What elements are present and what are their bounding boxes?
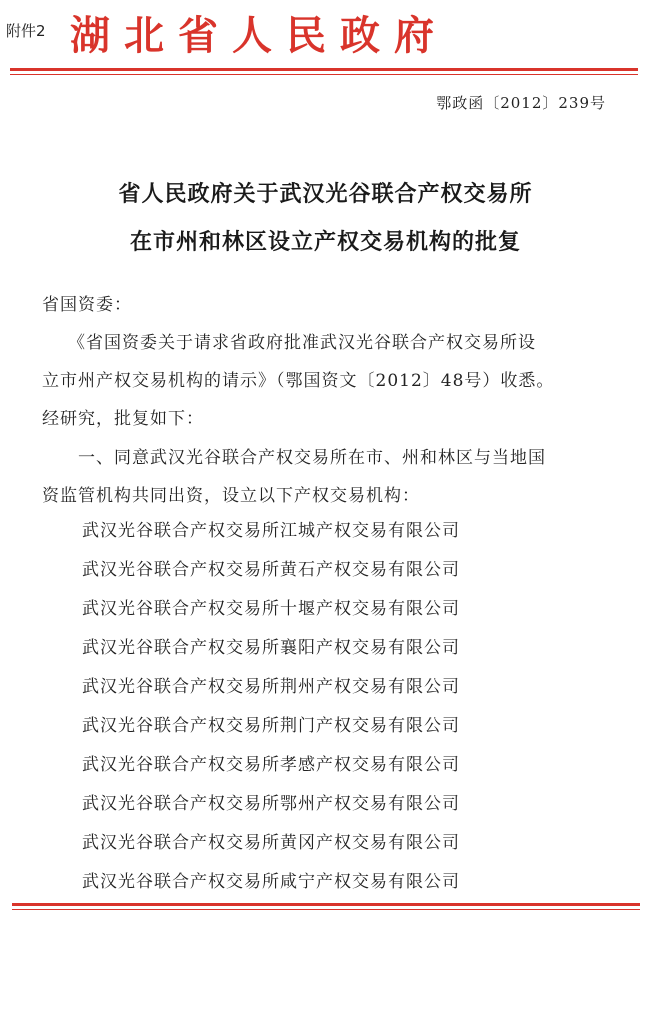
attachment-label: 附件2: [6, 22, 46, 40]
paragraph-2-line-2: 资监管机构共同出资，设立以下产权交易机构：: [42, 486, 420, 506]
company-list-item: 武汉光谷联合产权交易所黄冈产权交易有限公司: [82, 833, 460, 853]
salutation: 省国资委：: [42, 295, 132, 315]
document-heading-line-1: 省人民政府关于武汉光谷联合产权交易所: [118, 182, 533, 207]
paragraph-2-line-1: 一、同意武汉光谷联合产权交易所在市、州和林区与当地国: [78, 448, 546, 468]
company-list-item: 武汉光谷联合产权交易所黄石产权交易有限公司: [82, 560, 460, 580]
document-heading-line-2: 在市州和林区设立产权交易机构的批复: [129, 230, 521, 255]
letterhead-red-rule-thick: [10, 68, 638, 71]
letterhead-red-rule-thin: [10, 74, 638, 75]
company-list-item: 武汉光谷联合产权交易所襄阳产权交易有限公司: [82, 638, 460, 658]
government-letterhead-title: 湖北省人民政府: [70, 12, 448, 59]
paragraph-1-line-1: 《省国资委关于请求省政府批准武汉光谷联合产权交易所设: [68, 333, 536, 353]
footer-red-rule-thin: [12, 909, 640, 910]
company-list: [82, 512, 460, 902]
company-list-item: 武汉光谷联合产权交易所孝感产权交易有限公司: [82, 755, 460, 775]
paragraph-1-line-3: 经研究，批复如下：: [42, 409, 204, 429]
company-list-item: 武汉光谷联合产权交易所江城产权交易有限公司: [82, 521, 460, 541]
company-list-item: 武汉光谷联合产权交易所荆州产权交易有限公司: [82, 677, 460, 697]
company-list-item: 武汉光谷联合产权交易所十堰产权交易有限公司: [82, 599, 460, 619]
company-list-item: 武汉光谷联合产权交易所荆门产权交易有限公司: [82, 716, 460, 736]
company-list-item: 武汉光谷联合产权交易所鄂州产权交易有限公司: [82, 794, 460, 814]
footer-red-rule-thick: [12, 903, 640, 906]
company-list-item: 武汉光谷联合产权交易所咸宁产权交易有限公司: [82, 872, 460, 892]
paragraph-1-line-2: 立市州产权交易机构的请示》（鄂国资文〔2012〕48号）收悉。: [42, 371, 555, 391]
document-number: 鄂政函〔2012〕239号: [436, 94, 606, 112]
